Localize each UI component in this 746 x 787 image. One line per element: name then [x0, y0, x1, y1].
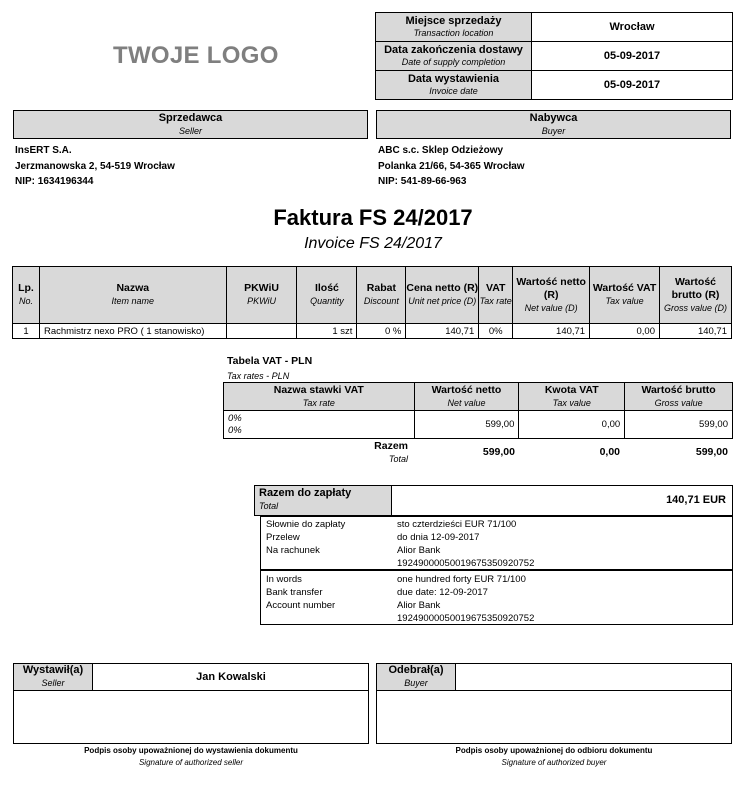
- seller-street: Jerzmanowska 2, 54-519 Wrocław: [15, 160, 175, 172]
- table-row: [13, 324, 732, 339]
- info-label: [376, 71, 532, 100]
- payment-details-pl: [260, 516, 733, 570]
- items-header-main: Wartość brutto (R): [671, 275, 720, 301]
- vat-table-title: Tabela VAT - PLN: [227, 355, 313, 367]
- buyer-address: [378, 143, 525, 190]
- info-label-main: Miejsce sprzedaży: [405, 15, 502, 27]
- items-header-sub: PKWiU: [247, 296, 276, 306]
- vat-header-main: Wartość netto: [431, 383, 502, 396]
- receiver-label-main: Odebrał(a): [388, 664, 444, 676]
- buyer-nip: NIP: 541-89-66-963: [378, 176, 467, 187]
- seller-nip: NIP: 1634196344: [15, 176, 94, 187]
- items-header-cell: [13, 267, 40, 324]
- info-label-sub: Date of supply completion: [401, 57, 506, 67]
- items-header-cell: [226, 267, 297, 324]
- seller-address: [15, 143, 175, 190]
- items-header-sub: Quantity: [310, 296, 344, 306]
- payment-label: Bank transfer: [266, 587, 323, 598]
- buyer-name: ABC s.c. Sklep Odzieżowy: [378, 145, 504, 156]
- seller-label: Sprzedawca: [158, 112, 223, 124]
- invoice-info-table: [375, 12, 733, 100]
- vat-total-tax: 0,00: [599, 446, 620, 458]
- items-header-sub: Tax value: [605, 296, 644, 306]
- items-header-row: [13, 267, 732, 324]
- buyer-header: [376, 110, 731, 139]
- vat-header-sub: Gross value: [654, 397, 703, 408]
- issuer-signature-area: [13, 690, 369, 744]
- receiver-caption-sub: Signature of authorized buyer: [501, 758, 607, 767]
- issuer-caption-sub: Signature of authorized seller: [138, 758, 244, 767]
- payment-value: 19249000050019675350920752: [397, 613, 535, 624]
- items-header-cell: [513, 267, 590, 324]
- payment-value: 19249000050019675350920752: [397, 558, 535, 569]
- items-header-cell: [39, 267, 226, 324]
- payment-value: Alior Bank: [397, 600, 441, 611]
- items-header-sub: Net value (D): [524, 302, 578, 313]
- issuer-name: Jan Kowalski: [196, 671, 266, 683]
- items-header-sub: Unit net price (D): [408, 296, 477, 306]
- items-header-main: PKWiU: [244, 282, 279, 294]
- payment-label: In words: [266, 574, 302, 585]
- item-cell: 1 szt: [297, 324, 357, 339]
- info-label-main: Data zakończenia dostawy: [384, 44, 523, 56]
- info-row-location: [376, 13, 733, 42]
- vat-total-net: 599,00: [482, 446, 515, 458]
- vat-tax-cell: 0,00: [519, 411, 625, 439]
- seller-name: InsERT S.A.: [15, 145, 72, 156]
- item-cell: 0 %: [357, 324, 406, 339]
- buyer-label: Nabywca: [529, 112, 578, 124]
- issuer-signature-caption: [13, 745, 369, 769]
- payment-total-label-main: Razem do zapłaty: [259, 487, 352, 499]
- info-value-invoice-date: 05-09-2017: [532, 71, 733, 100]
- items-header-main: Wartość netto (R): [516, 275, 586, 301]
- payment-label: Przelew: [266, 532, 300, 543]
- items-header-cell: [297, 267, 357, 324]
- items-header-sub: Tax rate: [479, 296, 512, 306]
- info-label-main: Data wystawienia: [407, 73, 500, 85]
- vat-total-label-main: Razem: [374, 440, 408, 452]
- payment-details-en: [260, 570, 733, 625]
- invoice-title: Faktura FS 24/2017: [273, 205, 473, 230]
- issuer-label: [14, 664, 93, 690]
- company-logo-placeholder: TWOJE LOGO: [113, 42, 279, 69]
- item-cell: 1: [13, 324, 40, 339]
- vat-total-label-sub: Total: [388, 454, 408, 464]
- vat-header-main: Nazwa stawki VAT: [273, 383, 364, 396]
- info-row-invoice-date: [376, 71, 733, 100]
- payment-total-box: [254, 485, 733, 516]
- vat-header-cell: [625, 383, 733, 411]
- vat-rate-1: 0%: [228, 412, 242, 424]
- receiver-signature-area: [376, 690, 732, 744]
- vat-header-sub: Tax value: [552, 397, 591, 408]
- items-header-main: Nazwa: [116, 282, 150, 294]
- payment-total-label-sub: Total: [259, 501, 279, 511]
- receiver-label-sub: Buyer: [404, 678, 428, 688]
- item-cell: Rachmistrz nexo PRO ( 1 stanowisko): [39, 324, 226, 339]
- info-row-supply-date: [376, 42, 733, 71]
- vat-header-main: Wartość brutto: [641, 383, 716, 396]
- payment-label: Słownie do zapłaty: [266, 519, 346, 530]
- payment-value: one hundred forty EUR 71/100: [397, 574, 526, 585]
- issuer-caption-main: Podpis osoby upoważnionej do wystawienia dokumentu: [84, 746, 298, 755]
- info-value-location: Wrocław: [532, 13, 733, 42]
- payment-total-label: [255, 486, 392, 515]
- payment-value: Alior Bank: [397, 545, 441, 556]
- items-header-main: Cena netto (R): [406, 282, 479, 294]
- payment-value: do dnia 12-09-2017: [397, 532, 480, 543]
- vat-total-gross: 599,00: [695, 446, 728, 458]
- vat-header-main: Kwota VAT: [544, 383, 599, 396]
- payment-total-amount: 140,71 EUR: [666, 494, 726, 506]
- info-value-supply-date: 05-09-2017: [532, 42, 733, 71]
- item-cell: 140,71: [406, 324, 479, 339]
- items-header-main: Wartość VAT: [592, 282, 657, 294]
- info-label-sub: Invoice date: [429, 86, 478, 96]
- vat-table-subtitle: Tax rates - PLN: [227, 371, 290, 381]
- vat-header-sub: Tax rate: [302, 397, 335, 408]
- receiver-label: [377, 664, 456, 690]
- items-table: [12, 266, 732, 339]
- seller-header: [13, 110, 368, 139]
- payment-label: Account number: [266, 600, 336, 611]
- vat-rate-2: 0%: [228, 424, 242, 436]
- receiver-signature-header: [376, 663, 732, 691]
- items-header-cell: [357, 267, 406, 324]
- info-label-sub: Transaction location: [413, 28, 494, 38]
- vat-rate-cell: [224, 411, 415, 439]
- items-header-main: Ilość: [314, 282, 339, 294]
- item-cell: 140,71: [660, 324, 732, 339]
- item-cell: 0%: [479, 324, 513, 339]
- vat-header-sub: Net value: [447, 397, 486, 408]
- items-header-sub: No.: [18, 296, 33, 306]
- items-header-sub: Item name: [111, 296, 155, 306]
- info-label: [376, 13, 532, 42]
- invoice-subtitle: Invoice FS 24/2017: [304, 235, 442, 252]
- items-header-cell: [660, 267, 732, 324]
- items-header-sub: Discount: [363, 296, 399, 306]
- payment-label: Na rachunek: [266, 545, 320, 556]
- vat-gross-cell: 599,00: [625, 411, 733, 439]
- items-header-main: VAT: [486, 282, 506, 294]
- issuer-label-main: Wystawił(a): [22, 664, 84, 676]
- items-header-cell: [590, 267, 660, 324]
- table-row: [224, 411, 733, 439]
- items-header-main: Rabat: [366, 282, 396, 294]
- payment-value: due date: 12-09-2017: [397, 587, 488, 598]
- vat-header-cell: [519, 383, 625, 411]
- items-header-sub: Gross value (D): [663, 302, 727, 313]
- payment-value: sto czterdzieści EUR 71/100: [397, 519, 517, 530]
- item-cell: 0,00: [590, 324, 660, 339]
- vat-table: [223, 382, 733, 439]
- vat-total-label: [340, 440, 408, 466]
- vat-header-row: [224, 383, 733, 411]
- items-header-cell: [406, 267, 479, 324]
- receiver-signature-caption: [376, 745, 732, 769]
- receiver-caption-main: Podpis osoby upoważnionej do odbioru dokumentu: [455, 746, 653, 755]
- buyer-street: Polanka 21/66, 54-365 Wrocław: [378, 160, 525, 172]
- info-label: [376, 42, 532, 71]
- items-header-cell: [479, 267, 513, 324]
- vat-header-cell: [224, 383, 415, 411]
- buyer-label-sub: Buyer: [541, 126, 566, 136]
- issuer-signature-header: [13, 663, 369, 691]
- item-cell: [226, 324, 297, 339]
- item-cell: 140,71: [513, 324, 590, 339]
- issuer-label-sub: Seller: [41, 678, 65, 688]
- items-header-main: Lp.: [18, 282, 34, 294]
- vat-net-cell: 599,00: [414, 411, 519, 439]
- seller-label-sub: Seller: [178, 126, 202, 136]
- vat-header-cell: [414, 383, 519, 411]
